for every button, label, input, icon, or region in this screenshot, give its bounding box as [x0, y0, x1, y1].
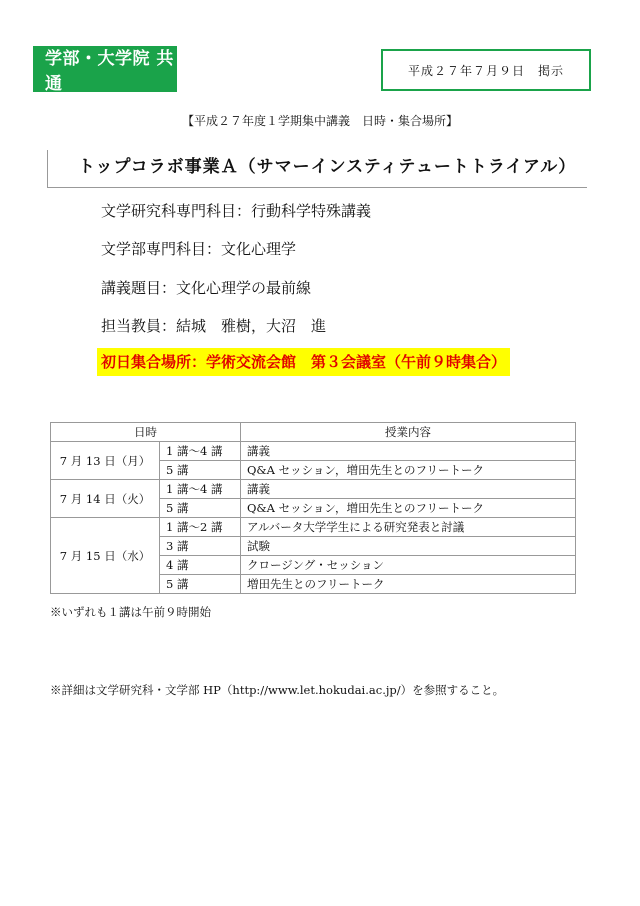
table-row — [51, 518, 576, 537]
table-row — [51, 442, 576, 461]
header-content: 授業内容 — [241, 423, 576, 442]
content-cell: アルバータ大学学生による研究発表と討議 — [241, 518, 576, 537]
period-cell: 5 講 — [160, 575, 241, 594]
table-header-row — [51, 423, 576, 442]
period-cell: 1 講〜4 講 — [160, 442, 241, 461]
content-cell: 増田先生とのフリートーク — [241, 575, 576, 594]
posted-date-box: 平成２７年７月９日 掲示 — [381, 49, 591, 91]
period-cell: 5 講 — [160, 499, 241, 518]
period-cell: 1 講〜4 講 — [160, 480, 241, 499]
graduate-course-line: 文学研究科専門科目：行動科学特殊講義 — [101, 202, 372, 220]
date-cell: 7 月 14 日（火） — [51, 480, 160, 518]
lecture-topic-line: 講義題目：文化心理学の最前線 — [101, 279, 312, 297]
period-cell: 1 講〜2 講 — [160, 518, 241, 537]
instructors-line: 担当教員：結城 雅樹，大沼 進 — [101, 317, 327, 335]
content-cell: クロージング・セッション — [241, 556, 576, 575]
header-datetime: 日時 — [51, 423, 241, 442]
details-note: ※詳細は文学研究科・文学部 HP（http://www.let.hokudai.ac.jp/）を参照すること。 — [50, 683, 505, 697]
content-cell: 試験 — [241, 537, 576, 556]
content-cell: 講義 — [241, 480, 576, 499]
period-cell: 4 講 — [160, 556, 241, 575]
period-cell: 3 講 — [160, 537, 241, 556]
content-cell: 講義 — [241, 442, 576, 461]
content-cell: Q&A セッション，増田先生とのフリートーク — [241, 499, 576, 518]
date-cell: 7 月 13 日（月） — [51, 442, 160, 480]
notice-subtitle: 【平成２７年度１学期集中講義 日時・集合場所】 — [181, 114, 458, 128]
undergraduate-course-line: 文学部専門科目：文化心理学 — [101, 240, 297, 258]
audience-badge: 学部・大学院 共通 — [33, 46, 177, 92]
date-cell: 7 月 15 日（水） — [51, 518, 160, 594]
table-row — [51, 480, 576, 499]
period-cell: 5 講 — [160, 461, 241, 480]
content-cell: Q&A セッション，増田先生とのフリートーク — [241, 461, 576, 480]
schedule-table — [50, 422, 576, 594]
start-time-note: ※いずれも１講は午前９時開始 — [50, 605, 211, 619]
course-title: トップコラボ事業Ａ（サマーインスティテュートトライアル） — [47, 150, 587, 188]
first-day-venue: 初日集合場所：学術交流会館 第３会議室（午前９時集合） — [97, 348, 510, 376]
